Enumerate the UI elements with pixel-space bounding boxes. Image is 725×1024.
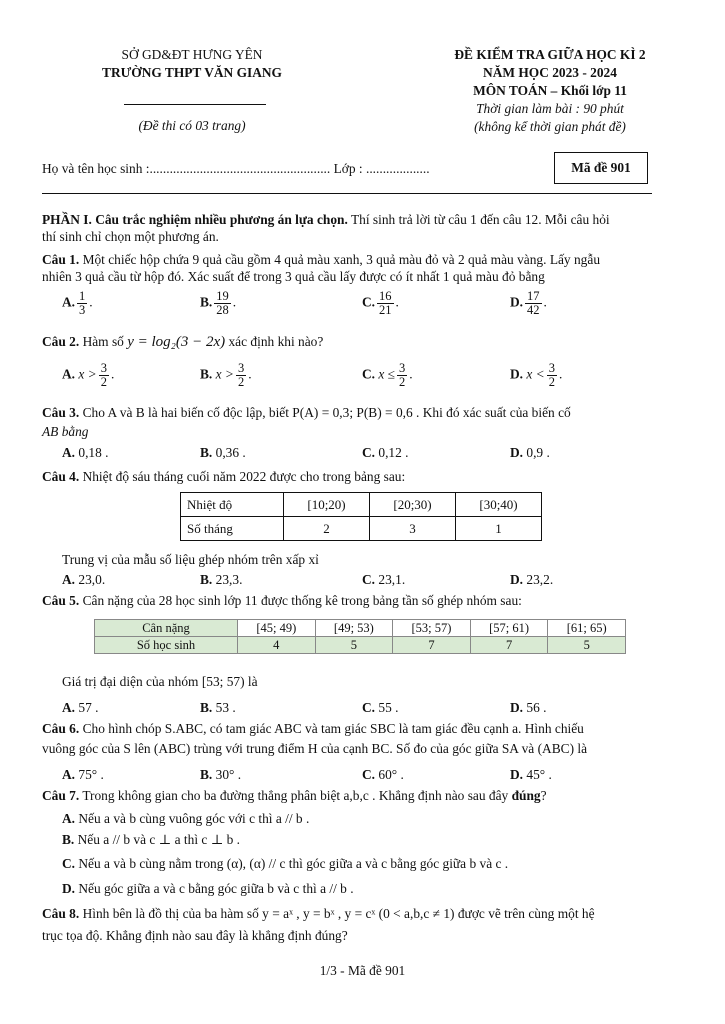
q7-option-d[interactable]: D. Nếu góc giữa a và c bằng góc giữa b và c thì a // b . <box>62 881 354 896</box>
table-cell: [57; 61) <box>470 620 548 637</box>
q4-option-d[interactable]: D. 23,2. <box>510 572 554 587</box>
table-cell: 5 <box>315 637 393 654</box>
page-footer: 1/3 - Mã đề 901 <box>319 963 406 978</box>
q2-option-d[interactable]: D. x < $\frac{3}{2}$ . <box>510 361 563 389</box>
q6-option-c[interactable]: C. 60° . <box>362 767 404 782</box>
table-cell: [45; 49) <box>238 620 316 637</box>
q1-option-b[interactable]: B. $\frac{19}{28}$ . <box>200 289 237 317</box>
q5-text: Câu 5. Cân nặng của 28 học sinh lớp 11 được thống kê trong bảng tần số ghép nhóm sau: <box>42 593 522 608</box>
q5-option-d[interactable]: D. 56 . <box>510 700 547 715</box>
q5-table <box>94 619 626 654</box>
q2-option-b[interactable]: B. x > $\frac{3}{2}$ . <box>200 361 252 389</box>
exam-title: ĐỀ KIỂM TRA GIỮA HỌC KÌ 2 <box>454 47 646 62</box>
q1-option-c[interactable]: C. $\frac{16}{21}$ . <box>362 289 399 317</box>
q5-option-b[interactable]: B. 53 . <box>200 700 236 715</box>
table-cell: Nhiệt độ <box>181 493 284 517</box>
subject: MÔN TOÁN – Khối lớp 11 <box>473 83 627 98</box>
q3-text: Câu 3. Cho A và B là hai biến cố độc lập, biết P(A) = 0,3; P(B) = 0,6 . Khi đó xác suất của biến cố <box>42 405 571 420</box>
q5-option-c[interactable]: C. 55 . <box>362 700 399 715</box>
table-cell: Cân nặng <box>95 620 238 637</box>
q7-option-b[interactable]: B. Nếu a // b và c ⊥ a thì c ⊥ b . <box>62 832 241 847</box>
q3-option-c[interactable]: C. 0,12 . <box>362 445 409 460</box>
table-row <box>95 620 626 637</box>
school-name: TRƯỜNG THPT VĂN GIANG <box>102 65 282 80</box>
q2-text: Câu 2. Hàm số y = log₂(3 − 2x) xác định khi nào? <box>42 334 324 350</box>
q1-option-a[interactable]: A. $\frac{1}{3}$ . <box>62 289 93 317</box>
table-row <box>181 493 542 517</box>
q3-option-a[interactable]: A. 0,18 . <box>62 445 109 460</box>
table-cell: Số học sinh <box>95 637 238 654</box>
q6-text: Câu 6. Cho hình chóp S.ABC, có tam giác ABC và tam giác SBC là tam giác đều cạnh a. Hình chiếu <box>42 721 584 736</box>
header-rule <box>42 193 652 194</box>
table-cell: 7 <box>393 637 471 654</box>
q3-option-d[interactable]: D. 0,9 . <box>510 445 550 460</box>
header-divider <box>124 104 266 105</box>
part1-desc: thí sinh chỉ chọn một phương án. <box>42 229 219 244</box>
q8-text: Câu 8. Hình bên là đồ thị của ba hàm số y = aˣ , y = bˣ , y = cˣ (0 < a,b,c ≠ 1) được vẽ trên cùng một hệ <box>42 906 595 921</box>
table-cell: [30;40) <box>456 493 542 517</box>
q8-text-2: trục tọa độ. Khẳng định nào sau đây là khẳng định đúng? <box>42 928 348 943</box>
exam-time-note: (không kể thời gian phát đề) <box>474 119 626 134</box>
table-cell: [10;20) <box>284 493 370 517</box>
table-cell: [20;30) <box>370 493 456 517</box>
student-info-line: Họ và tên học sinh :...................................................... Lớp : ................... <box>42 161 430 176</box>
pages-note: (Đề thi có 03 trang) <box>138 118 246 133</box>
q3-option-b[interactable]: B. 0,36 . <box>200 445 246 460</box>
q5-option-a[interactable]: A. 57 . <box>62 700 99 715</box>
q6-option-d[interactable]: D. 45° . <box>510 767 552 782</box>
q1-text-2: nhiên 3 quả cầu từ hộp đó. Xác suất để trong 3 quả cầu lấy được có ít nhất 1 quả màu đỏ bằng <box>42 269 545 284</box>
table-cell: [53; 57) <box>393 620 471 637</box>
table-row <box>181 517 542 541</box>
table-cell: Số tháng <box>181 517 284 541</box>
table-cell: 3 <box>370 517 456 541</box>
q2-option-c[interactable]: C. x ≤ $\frac{3}{2}$ . <box>362 361 413 389</box>
q4-option-c[interactable]: C. 23,1. <box>362 572 406 587</box>
q6-option-b[interactable]: B. 30° . <box>200 767 242 782</box>
table-cell: 4 <box>238 637 316 654</box>
table-cell: [61; 65) <box>548 620 626 637</box>
exam-code-box: Mã đề 901 <box>554 152 648 184</box>
table-row <box>95 637 626 654</box>
q2-option-a[interactable]: A. x > $\frac{3}{2}$ . <box>62 361 115 389</box>
school-year: NĂM HỌC 2023 - 2024 <box>483 65 617 80</box>
q7-option-a[interactable]: A. Nếu a và b cùng vuông góc với c thì a // b . <box>62 811 310 826</box>
q1-option-d[interactable]: D. $\frac{17}{42}$ . <box>510 289 547 317</box>
q1-text: Câu 1. Một chiếc hộp chứa 9 quả cầu gồm 4 quả màu xanh, 3 quả màu đỏ và 2 quả màu vàng. Lấy ngẫu <box>42 252 601 267</box>
q6-option-a[interactable]: A. 75° . <box>62 767 104 782</box>
table-cell: 5 <box>548 637 626 654</box>
table-cell: 2 <box>284 517 370 541</box>
table-cell: 7 <box>470 637 548 654</box>
table-cell: [49; 53) <box>315 620 393 637</box>
q4-table <box>180 492 542 541</box>
q4-text: Câu 4. Nhiệt độ sáu tháng cuối năm 2022 được cho trong bảng sau: <box>42 469 406 484</box>
q5-text-2: Giá trị đại diện của nhóm [53; 57) là <box>62 674 258 689</box>
q3-text-2: AB bằng <box>42 424 89 439</box>
q4-option-a[interactable]: A. 23,0. <box>62 572 106 587</box>
q7-option-c[interactable]: C. Nếu a và b cùng nằm trong (α), (α) // c thì góc giữa a và c bằng góc giữa b và c . <box>62 856 509 871</box>
table-cell: 1 <box>456 517 542 541</box>
q4-text-2: Trung vị của mẫu số liệu ghép nhóm trên xấp xỉ <box>62 552 319 567</box>
q6-text-2: vuông góc của S lên (ABC) trùng với trung điểm H của cạnh BC. Số đo của góc giữa SA và (ABC) là <box>42 741 588 756</box>
q7-text: Câu 7. Trong không gian cho ba đường thẳng phân biệt a,b,c . Khẳng định nào sau đây đúng? <box>42 788 547 803</box>
dept-name: SỞ GD&ĐT HƯNG YÊN <box>121 47 263 62</box>
part1-heading: PHẦN I. Câu trắc nghiệm nhiều phương án lựa chọn. Thí sinh trả lời từ câu 1 đến câu 12. Mỗi câu hỏi <box>42 212 610 227</box>
exam-time: Thời gian làm bài : 90 phút <box>476 101 624 116</box>
q4-option-b[interactable]: B. 23,3. <box>200 572 243 587</box>
